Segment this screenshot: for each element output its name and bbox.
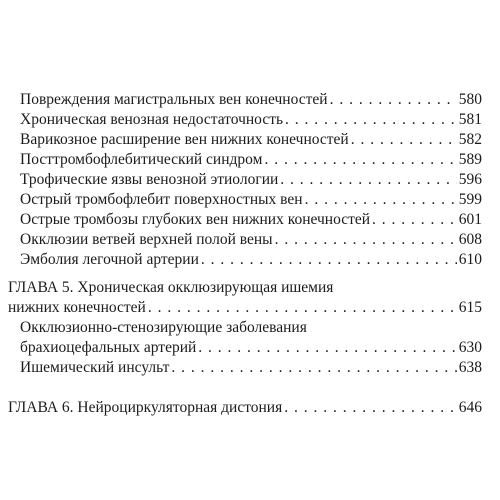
dot-leader bbox=[148, 298, 457, 318]
toc-entry-page: 630 bbox=[458, 339, 482, 356]
toc-entry bbox=[20, 210, 482, 230]
toc-entry bbox=[20, 110, 482, 130]
dot-leader bbox=[372, 210, 457, 230]
toc-entry-title: Хроническая венозная недостаточность bbox=[20, 111, 284, 128]
chapter-6-heading bbox=[8, 398, 482, 418]
toc-entry-page: 582 bbox=[458, 131, 482, 148]
dot-leader bbox=[198, 338, 456, 358]
toc-entry-title: Острые тромбозы глубоких вен нижних конечностей bbox=[20, 211, 371, 228]
toc-entry bbox=[20, 150, 482, 170]
toc-entry-page: 638 bbox=[458, 359, 482, 376]
toc-entry-page: 581 bbox=[458, 111, 482, 128]
toc-entry-page: 608 bbox=[458, 231, 482, 248]
toc-entry-title: Острый тромбофлебит поверхностных вен bbox=[20, 191, 303, 208]
toc-entry bbox=[20, 130, 482, 150]
dot-leader bbox=[264, 150, 456, 170]
dot-leader bbox=[285, 110, 457, 130]
toc-entry bbox=[20, 338, 482, 358]
toc-entry-page: 599 bbox=[458, 191, 482, 208]
dot-leader bbox=[305, 190, 457, 210]
dot-leader bbox=[284, 398, 457, 418]
toc-entry bbox=[20, 230, 482, 250]
toc-entry-title: Окклюзии ветвей верхней полой вены bbox=[20, 231, 273, 248]
toc-entry bbox=[20, 90, 482, 110]
toc-entry bbox=[20, 190, 482, 210]
toc-entry-title: Повреждения магистральных вен конечностей bbox=[20, 91, 328, 108]
chapter-5-title-line2: нижних конечностей bbox=[8, 299, 146, 316]
toc-entry-page: 580 bbox=[458, 91, 482, 108]
toc-entry-page: 596 bbox=[458, 171, 482, 188]
toc-entry-title: Трофические язвы венозной этиологии bbox=[20, 171, 279, 188]
toc-entry-title: Эмболия легочной артерии bbox=[20, 251, 199, 268]
chapter-5-title-line1: ГЛАВА 5. Хроническая окклюзирующая ишемия bbox=[8, 279, 334, 296]
dot-leader bbox=[171, 358, 456, 378]
toc-entry bbox=[20, 358, 482, 378]
toc-entry-title-line2: брахиоцефальных артерий bbox=[20, 339, 197, 356]
toc-entry bbox=[20, 170, 482, 190]
chapter-6-title: ГЛАВА 6. Нейроциркуляторная дистония bbox=[8, 399, 283, 416]
toc-entry-title: Ишемический инсульт bbox=[20, 359, 170, 376]
toc-entry-page: 610 bbox=[458, 251, 482, 268]
toc-entry-title: Варикозное расширение вен нижних конечностей bbox=[20, 131, 349, 148]
toc-entry-page: 589 bbox=[458, 151, 482, 168]
dot-leader bbox=[330, 90, 457, 110]
toc-entry-title-line1: Окклюзионно-стенозирующие заболевания bbox=[20, 319, 307, 336]
dot-leader bbox=[275, 230, 457, 250]
chapter-6-page: 646 bbox=[458, 399, 482, 416]
toc-entry-page: 601 bbox=[458, 211, 482, 228]
dot-leader bbox=[280, 170, 456, 190]
chapter-5-heading bbox=[8, 298, 482, 318]
toc-entry-title: Посттромбофлебитический синдром bbox=[20, 151, 263, 168]
toc-entry bbox=[20, 250, 482, 270]
dot-leader bbox=[351, 130, 457, 150]
chapter-5-page: 615 bbox=[458, 299, 482, 316]
dot-leader bbox=[201, 250, 457, 270]
